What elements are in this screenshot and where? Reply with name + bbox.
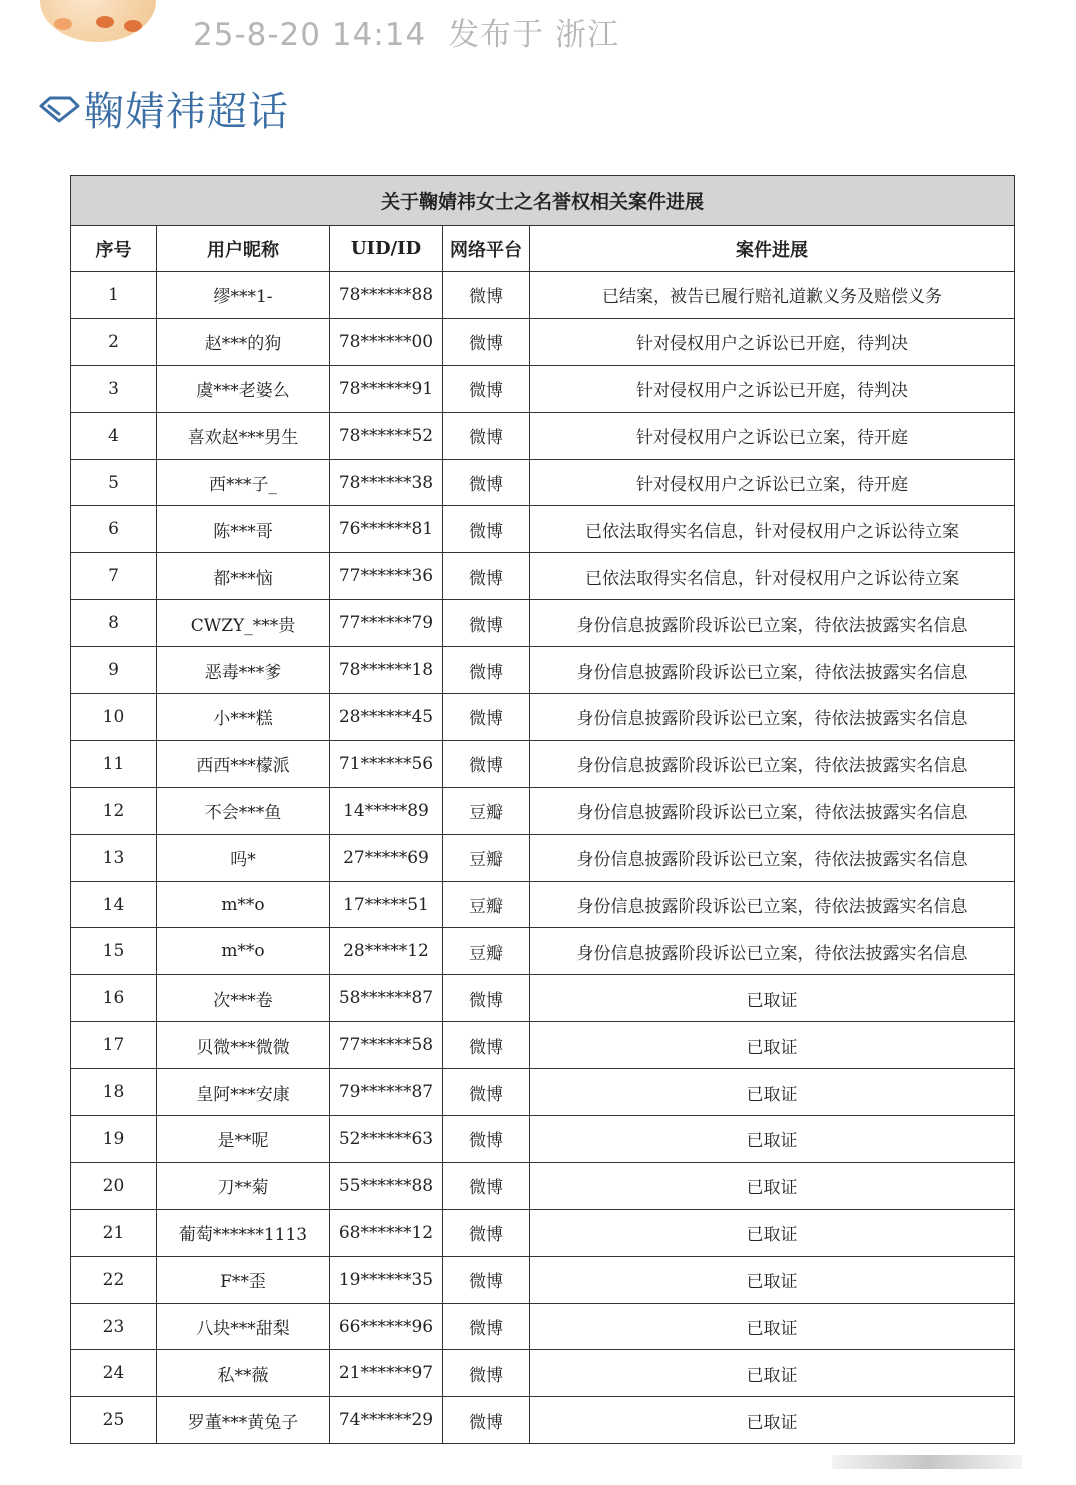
cell-index: 6	[71, 506, 157, 553]
cell-progress: 已取证	[530, 1209, 1015, 1256]
cell-nickname: 西***子_	[157, 459, 330, 506]
cell-index: 24	[71, 1350, 157, 1397]
table-row	[71, 1350, 1015, 1397]
cell-uid: 55******88	[330, 1162, 443, 1209]
table-row	[71, 506, 1015, 553]
cell-uid: 27*****69	[330, 834, 443, 881]
cell-nickname: 喜欢赵***男生	[157, 412, 330, 459]
avatar-decoration	[54, 18, 72, 30]
cell-index: 9	[71, 647, 157, 694]
cell-platform: 豆瓣	[443, 881, 530, 928]
cell-index: 8	[71, 600, 157, 647]
cell-nickname: m**o	[157, 928, 330, 975]
cell-index: 18	[71, 1069, 157, 1116]
cell-progress: 已依法取得实名信息，针对侵权用户之诉讼待立案	[530, 553, 1015, 600]
cell-progress: 身份信息披露阶段诉讼已立案，待依法披露实名信息	[530, 834, 1015, 881]
cell-uid: 76******81	[330, 506, 443, 553]
cell-platform: 微博	[443, 600, 530, 647]
table-row	[71, 1397, 1015, 1444]
table-row	[71, 318, 1015, 365]
cell-nickname: 私**薇	[157, 1350, 330, 1397]
table-row	[71, 1116, 1015, 1163]
cell-index: 22	[71, 1256, 157, 1303]
cell-progress: 已依法取得实名信息，针对侵权用户之诉讼待立案	[530, 506, 1015, 553]
column-header-index: 序号	[71, 226, 157, 272]
image-edge-shadow	[832, 1455, 1022, 1469]
cell-progress: 针对侵权用户之诉讼已开庭，待判决	[530, 318, 1015, 365]
cell-nickname: 罗董***黄兔子	[157, 1397, 330, 1444]
cell-platform: 微博	[443, 1397, 530, 1444]
cell-platform: 微博	[443, 1209, 530, 1256]
cell-nickname: 是**呢	[157, 1116, 330, 1163]
cell-nickname: 恶毒***爹	[157, 647, 330, 694]
cell-index: 4	[71, 412, 157, 459]
cell-progress: 已取证	[530, 1256, 1015, 1303]
cell-uid: 58******87	[330, 975, 443, 1022]
table-row	[71, 787, 1015, 834]
cell-uid: 28*****12	[330, 928, 443, 975]
cell-uid: 14*****89	[330, 787, 443, 834]
cell-progress: 针对侵权用户之诉讼已开庭，待判决	[530, 365, 1015, 412]
cell-progress: 已结案，被告已履行赔礼道歉义务及赔偿义务	[530, 272, 1015, 319]
cell-progress: 身份信息披露阶段诉讼已立案，待依法披露实名信息	[530, 740, 1015, 787]
cell-platform: 豆瓣	[443, 834, 530, 881]
cell-platform: 微博	[443, 459, 530, 506]
cell-index: 25	[71, 1397, 157, 1444]
cell-progress: 已取证	[530, 975, 1015, 1022]
table-title: 关于鞠婧祎女士之名誉权相关案件进展	[71, 176, 1015, 226]
cell-uid: 21******97	[330, 1350, 443, 1397]
cell-index: 15	[71, 928, 157, 975]
cell-nickname: 皇阿***安康	[157, 1069, 330, 1116]
cell-progress: 身份信息披露阶段诉讼已立案，待依法披露实名信息	[530, 694, 1015, 741]
table-row	[71, 834, 1015, 881]
cell-platform: 微博	[443, 1069, 530, 1116]
cell-uid: 78******18	[330, 647, 443, 694]
cell-nickname: 小***糕	[157, 694, 330, 741]
cell-nickname: 不会***鱼	[157, 787, 330, 834]
table-row	[71, 1069, 1015, 1116]
column-header-platform: 网络平台	[443, 226, 530, 272]
table-row	[71, 1022, 1015, 1069]
cell-nickname: 八块***甜梨	[157, 1303, 330, 1350]
cell-nickname: 吗*	[157, 834, 330, 881]
cell-progress: 已取证	[530, 1022, 1015, 1069]
cell-nickname: 缪***1-	[157, 272, 330, 319]
table-row	[71, 553, 1015, 600]
cell-uid: 66******96	[330, 1303, 443, 1350]
table-row	[71, 1303, 1015, 1350]
cell-progress: 已取证	[530, 1162, 1015, 1209]
cell-platform: 微博	[443, 506, 530, 553]
cell-uid: 77******79	[330, 600, 443, 647]
cell-index: 19	[71, 1116, 157, 1163]
cell-nickname: F**歪	[157, 1256, 330, 1303]
cell-nickname: m**o	[157, 881, 330, 928]
cell-index: 16	[71, 975, 157, 1022]
post-location: 发布于 浙江	[448, 17, 620, 53]
cell-uid: 17*****51	[330, 881, 443, 928]
super-topic-link[interactable]	[38, 80, 289, 137]
post-meta	[193, 9, 619, 54]
table-row	[71, 694, 1015, 741]
cell-progress: 已取证	[530, 1350, 1015, 1397]
cell-uid: 52******63	[330, 1116, 443, 1163]
column-header-progress: 案件进展	[530, 226, 1015, 272]
table-row	[71, 365, 1015, 412]
cell-platform: 微博	[443, 694, 530, 741]
cell-index: 3	[71, 365, 157, 412]
avatar[interactable]	[40, 0, 156, 42]
cell-nickname: 葡萄******1113	[157, 1209, 330, 1256]
cell-uid: 71******56	[330, 740, 443, 787]
cell-nickname: 西西***檬派	[157, 740, 330, 787]
cell-platform: 微博	[443, 365, 530, 412]
cell-progress: 针对侵权用户之诉讼已立案，待开庭	[530, 412, 1015, 459]
cell-uid: 19******35	[330, 1256, 443, 1303]
table-row	[71, 1162, 1015, 1209]
cell-index: 10	[71, 694, 157, 741]
table-row	[71, 647, 1015, 694]
cell-index: 14	[71, 881, 157, 928]
cell-index: 12	[71, 787, 157, 834]
cell-platform: 微博	[443, 1256, 530, 1303]
column-header-uid: UID/ID	[330, 226, 443, 272]
cell-uid: 78******88	[330, 272, 443, 319]
avatar-decoration	[96, 16, 114, 28]
cell-platform: 微博	[443, 318, 530, 365]
cell-uid: 79******87	[330, 1069, 443, 1116]
cell-index: 13	[71, 834, 157, 881]
cell-index: 7	[71, 553, 157, 600]
cell-progress: 已取证	[530, 1397, 1015, 1444]
cell-index: 1	[71, 272, 157, 319]
table-row	[71, 1256, 1015, 1303]
cell-platform: 豆瓣	[443, 928, 530, 975]
post-time: 25-8-20 14:14	[193, 17, 427, 53]
table-row	[71, 740, 1015, 787]
cell-index: 17	[71, 1022, 157, 1069]
cell-nickname: CWZY_***贵	[157, 600, 330, 647]
cell-progress: 针对侵权用户之诉讼已立案，待开庭	[530, 459, 1015, 506]
case-progress-table	[70, 175, 1015, 1444]
cell-nickname: 次***卷	[157, 975, 330, 1022]
cell-nickname: 贝微***微微	[157, 1022, 330, 1069]
cell-progress: 身份信息披露阶段诉讼已立案，待依法披露实名信息	[530, 600, 1015, 647]
cell-platform: 微博	[443, 647, 530, 694]
cell-progress: 已取证	[530, 1116, 1015, 1163]
cell-platform: 微博	[443, 272, 530, 319]
cell-uid: 77******58	[330, 1022, 443, 1069]
cell-progress: 已取证	[530, 1303, 1015, 1350]
cell-index: 11	[71, 740, 157, 787]
avatar-decoration	[124, 20, 142, 32]
cell-uid: 78******52	[330, 412, 443, 459]
cell-platform: 豆瓣	[443, 787, 530, 834]
cell-platform: 微博	[443, 1350, 530, 1397]
column-header-nickname: 用户昵称	[157, 226, 330, 272]
cell-index: 5	[71, 459, 157, 506]
cell-progress: 身份信息披露阶段诉讼已立案，待依法披露实名信息	[530, 928, 1015, 975]
cell-index: 2	[71, 318, 157, 365]
cell-nickname: 刀**菊	[157, 1162, 330, 1209]
cell-platform: 微博	[443, 975, 530, 1022]
cell-nickname: 虞***老婆么	[157, 365, 330, 412]
cell-progress: 已取证	[530, 1069, 1015, 1116]
table-row	[71, 928, 1015, 975]
cell-nickname: 都***恼	[157, 553, 330, 600]
cell-uid: 28******45	[330, 694, 443, 741]
table-row	[71, 272, 1015, 319]
cell-index: 20	[71, 1162, 157, 1209]
cell-uid: 68******12	[330, 1209, 443, 1256]
cell-platform: 微博	[443, 740, 530, 787]
cell-platform: 微博	[443, 1022, 530, 1069]
table-row	[71, 412, 1015, 459]
cell-platform: 微博	[443, 553, 530, 600]
super-topic-name: 鞠婧祎超话	[84, 89, 289, 135]
cell-platform: 微博	[443, 1303, 530, 1350]
table-row	[71, 975, 1015, 1022]
cell-uid: 77******36	[330, 553, 443, 600]
cell-index: 21	[71, 1209, 157, 1256]
cell-progress: 身份信息披露阶段诉讼已立案，待依法披露实名信息	[530, 881, 1015, 928]
cell-progress: 身份信息披露阶段诉讼已立案，待依法披露实名信息	[530, 647, 1015, 694]
cell-platform: 微博	[443, 412, 530, 459]
cell-platform: 微博	[443, 1116, 530, 1163]
table-row	[71, 881, 1015, 928]
cell-platform: 微博	[443, 1162, 530, 1209]
diamond-icon	[38, 95, 80, 123]
cell-uid: 74******29	[330, 1397, 443, 1444]
table-row	[71, 1209, 1015, 1256]
table-row	[71, 459, 1015, 506]
case-progress-document[interactable]	[70, 175, 1014, 1444]
cell-nickname: 赵***的狗	[157, 318, 330, 365]
cell-index: 23	[71, 1303, 157, 1350]
cell-uid: 78******00	[330, 318, 443, 365]
cell-progress: 身份信息披露阶段诉讼已立案，待依法披露实名信息	[530, 787, 1015, 834]
table-row	[71, 600, 1015, 647]
cell-nickname: 陈***哥	[157, 506, 330, 553]
cell-uid: 78******91	[330, 365, 443, 412]
cell-uid: 78******38	[330, 459, 443, 506]
